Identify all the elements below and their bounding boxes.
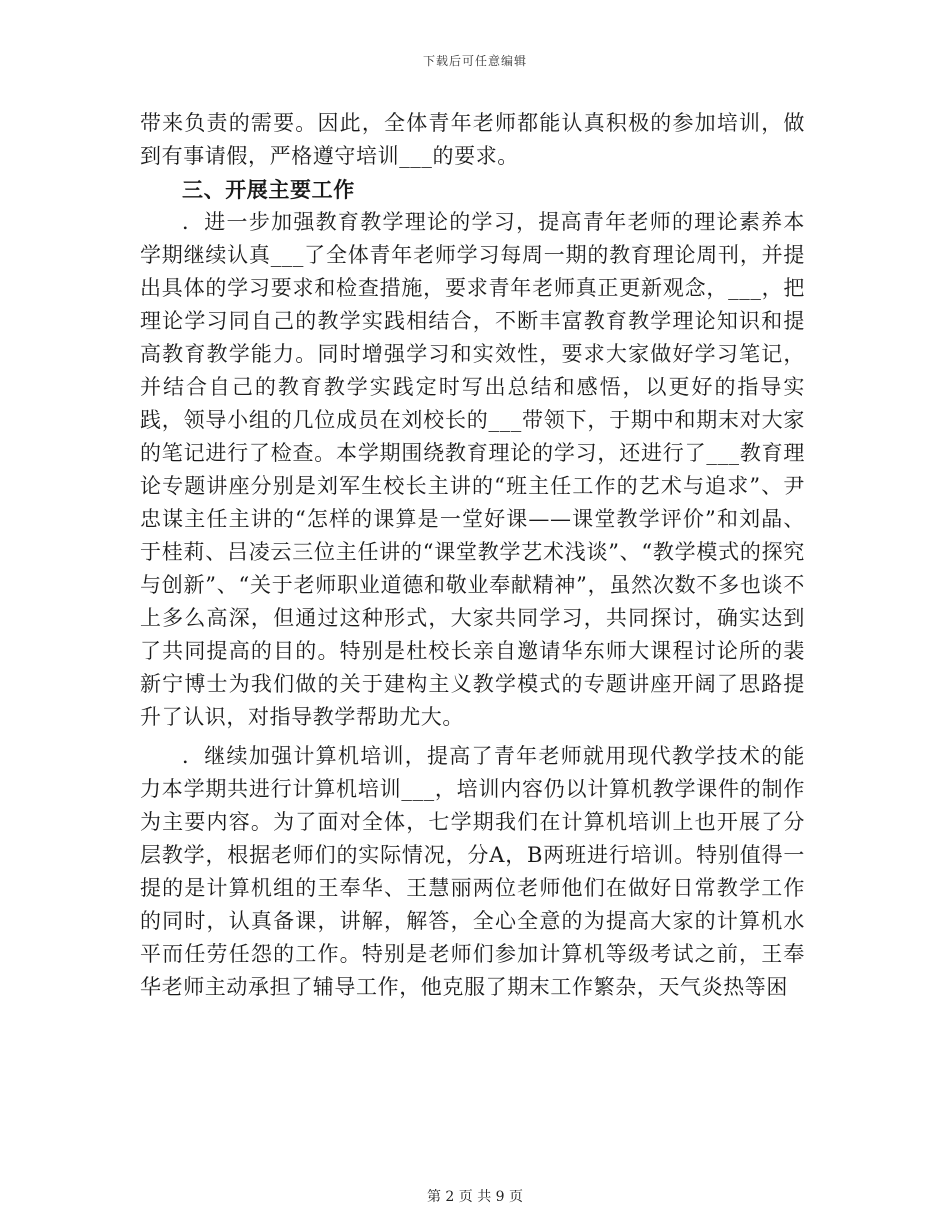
- paragraph-computer-training: ．继续加强计算机培训，提高了青年老师就用现代教学技术的能力本学期共进行计算机培训___，培训内容仍以计算机教学课件的制作为主要内容。为了面对全体，七学期我们在计算机培训上也开展了分层教学，根据老师们的实际情况，分A，B两班进行培训。特别值得一提的是计算机组的王奉华、王慧丽两位老师他们在做好日常教学工作的同时，认真备课，讲解，解答，全心全意的为提高大家的计算机水平而任劳任怨的工作。特别是老师们参加计算机等级考试之前，王奉华老师主动承担了辅导工作，他克服了期末工作繁杂，天气炎热等困: [140, 744, 805, 999]
- paragraph-theory-study: ．进一步加强教育教学理论的学习，提高青年老师的理论素养本学期继续认真___了全体青年老师学习每周一期的教育理论周刊，并提出具体的学习要求和检查措施，要求青年老师真正更新观念，___，把理论学习同自己的教学实践相结合，不断丰富教育教学理论知识和提高教育教学能力。同时增强学习和实效性，要求大家做好学习笔记，并结合自己的教育教学实践定时写出总结和感悟，以更好的指导实践，领导小组的几位成员在刘校长的___带领下，于期中和期末对大家的笔记进行了检查。本学期围绕教育理论的学习，还进行了___教育理论专题讲座分别是刘军生校长主讲的“班主任工作的艺术与追求”、尹忠谋主任主讲的“怎样的课算是一堂好课——课堂教学评价”和刘晶、于桂莉、吕凌云三位主任讲的“课堂教学艺术浅谈”、“教学模式的探究与创新”、“关于老师职业道德和敬业奉献精神”，虽然次数不多也谈不上多么高深，但通过这种形式，大家共同学习，共同探讨，确实达到了共同提高的目的。特别是杜校长亲自邀请华东师大课程讨论所的裴新宁博士为我们做的关于建构主义教学模式的专题讲座开阔了思路提升了认识，对指导教学帮助尤大。: [140, 210, 805, 729]
- section-heading: 三、开展主要工作: [182, 177, 355, 202]
- document-body: [140, 107, 805, 1004]
- page-header: 下载后可任意编辑: [422, 54, 527, 68]
- paragraph-continued: 带来负责的需要。因此，全体青年老师都能认真积极的参加培训，做到有事请假，严格遵守培训___的要求。: [140, 111, 805, 168]
- page-number: 第 2 页 共 9 页: [426, 1189, 524, 1205]
